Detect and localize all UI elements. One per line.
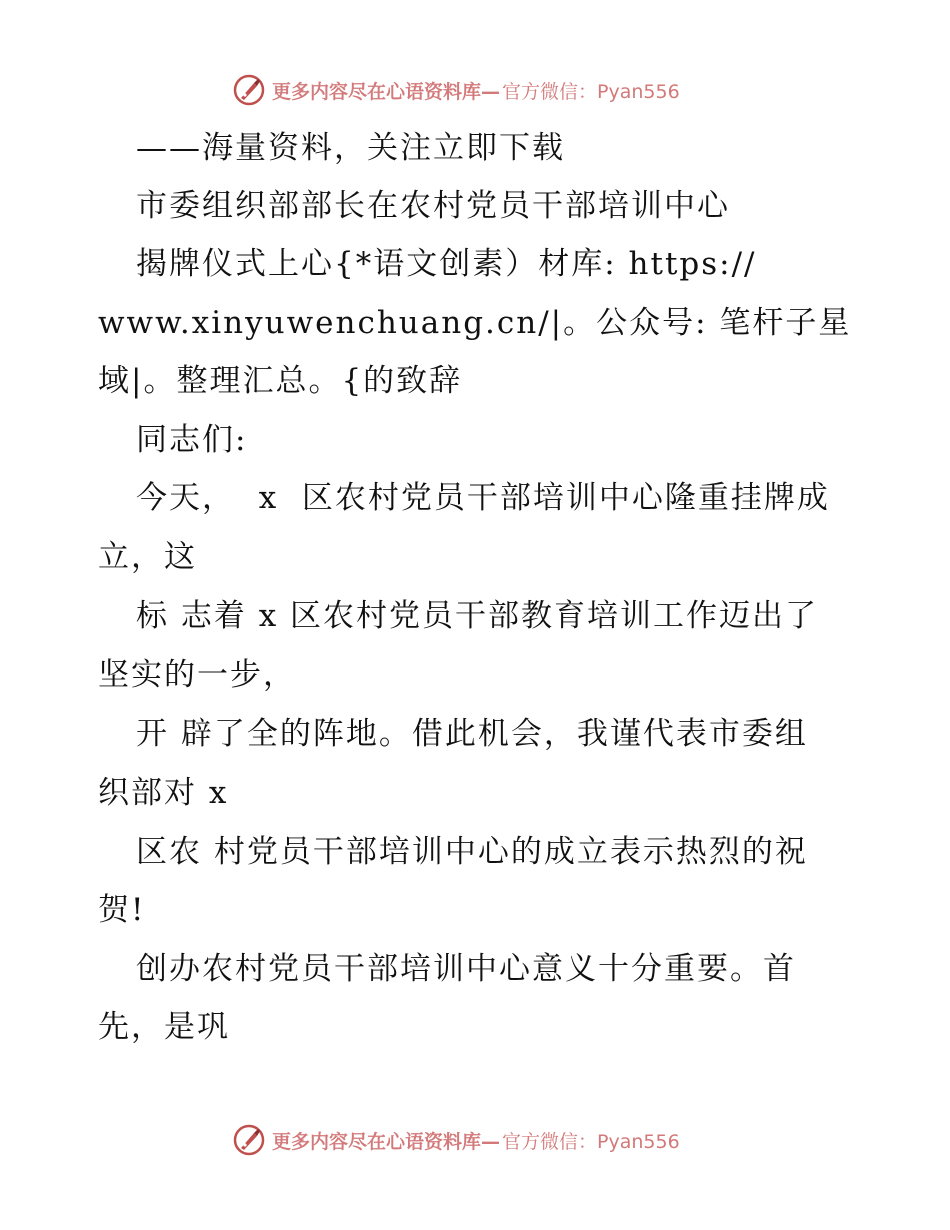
text-line: 坚实的一步，: [98, 657, 296, 693]
text-line: 先，是巩: [98, 1009, 230, 1045]
footer-banner: [232, 1122, 680, 1158]
text-line: ——海量资料，关注立即下载: [136, 130, 565, 166]
text-line: 标 志着 x 区农村党员干部教育培训工作迈出了: [136, 598, 819, 634]
text-line: 创办农村党员干部培训中心意义十分重要。首: [136, 951, 796, 987]
text-line: 织部对 x: [98, 775, 229, 811]
text-line: www.xinyuwenchuang.cn/|。公众号: 笔杆子星: [98, 305, 852, 341]
text-line: 域|。整理汇总。{的致辞: [98, 363, 463, 399]
text-line: 市委组织部部长在农村党员干部培训中心: [136, 188, 730, 224]
text-line: 同志们:: [136, 422, 248, 458]
text-line: 今天， x 区农村党员干部培训中心隆重挂牌成: [136, 480, 830, 516]
banner-text: 更多内容尽在心语资料库—: [272, 1130, 501, 1153]
header-banner: [232, 72, 680, 108]
pen-logo-icon: [232, 1123, 266, 1157]
text-line: 立，这: [98, 539, 197, 575]
banner-wechat: 官方微信：Pyan556: [502, 80, 680, 103]
text-line: 揭牌仪式上心{*语文创素）材库: https://: [136, 246, 757, 282]
text-line: 贺!: [98, 892, 146, 928]
pen-logo-icon: [232, 73, 266, 107]
text-line: 开 辟了全的阵地。借此机会，我谨代表市委组: [136, 716, 808, 752]
banner-wechat: 官方微信：Pyan556: [502, 1130, 680, 1153]
text-line: 区农 村党员干部培训中心的成立表示热烈的祝: [136, 834, 808, 870]
banner-text: 更多内容尽在心语资料库—: [272, 80, 501, 103]
